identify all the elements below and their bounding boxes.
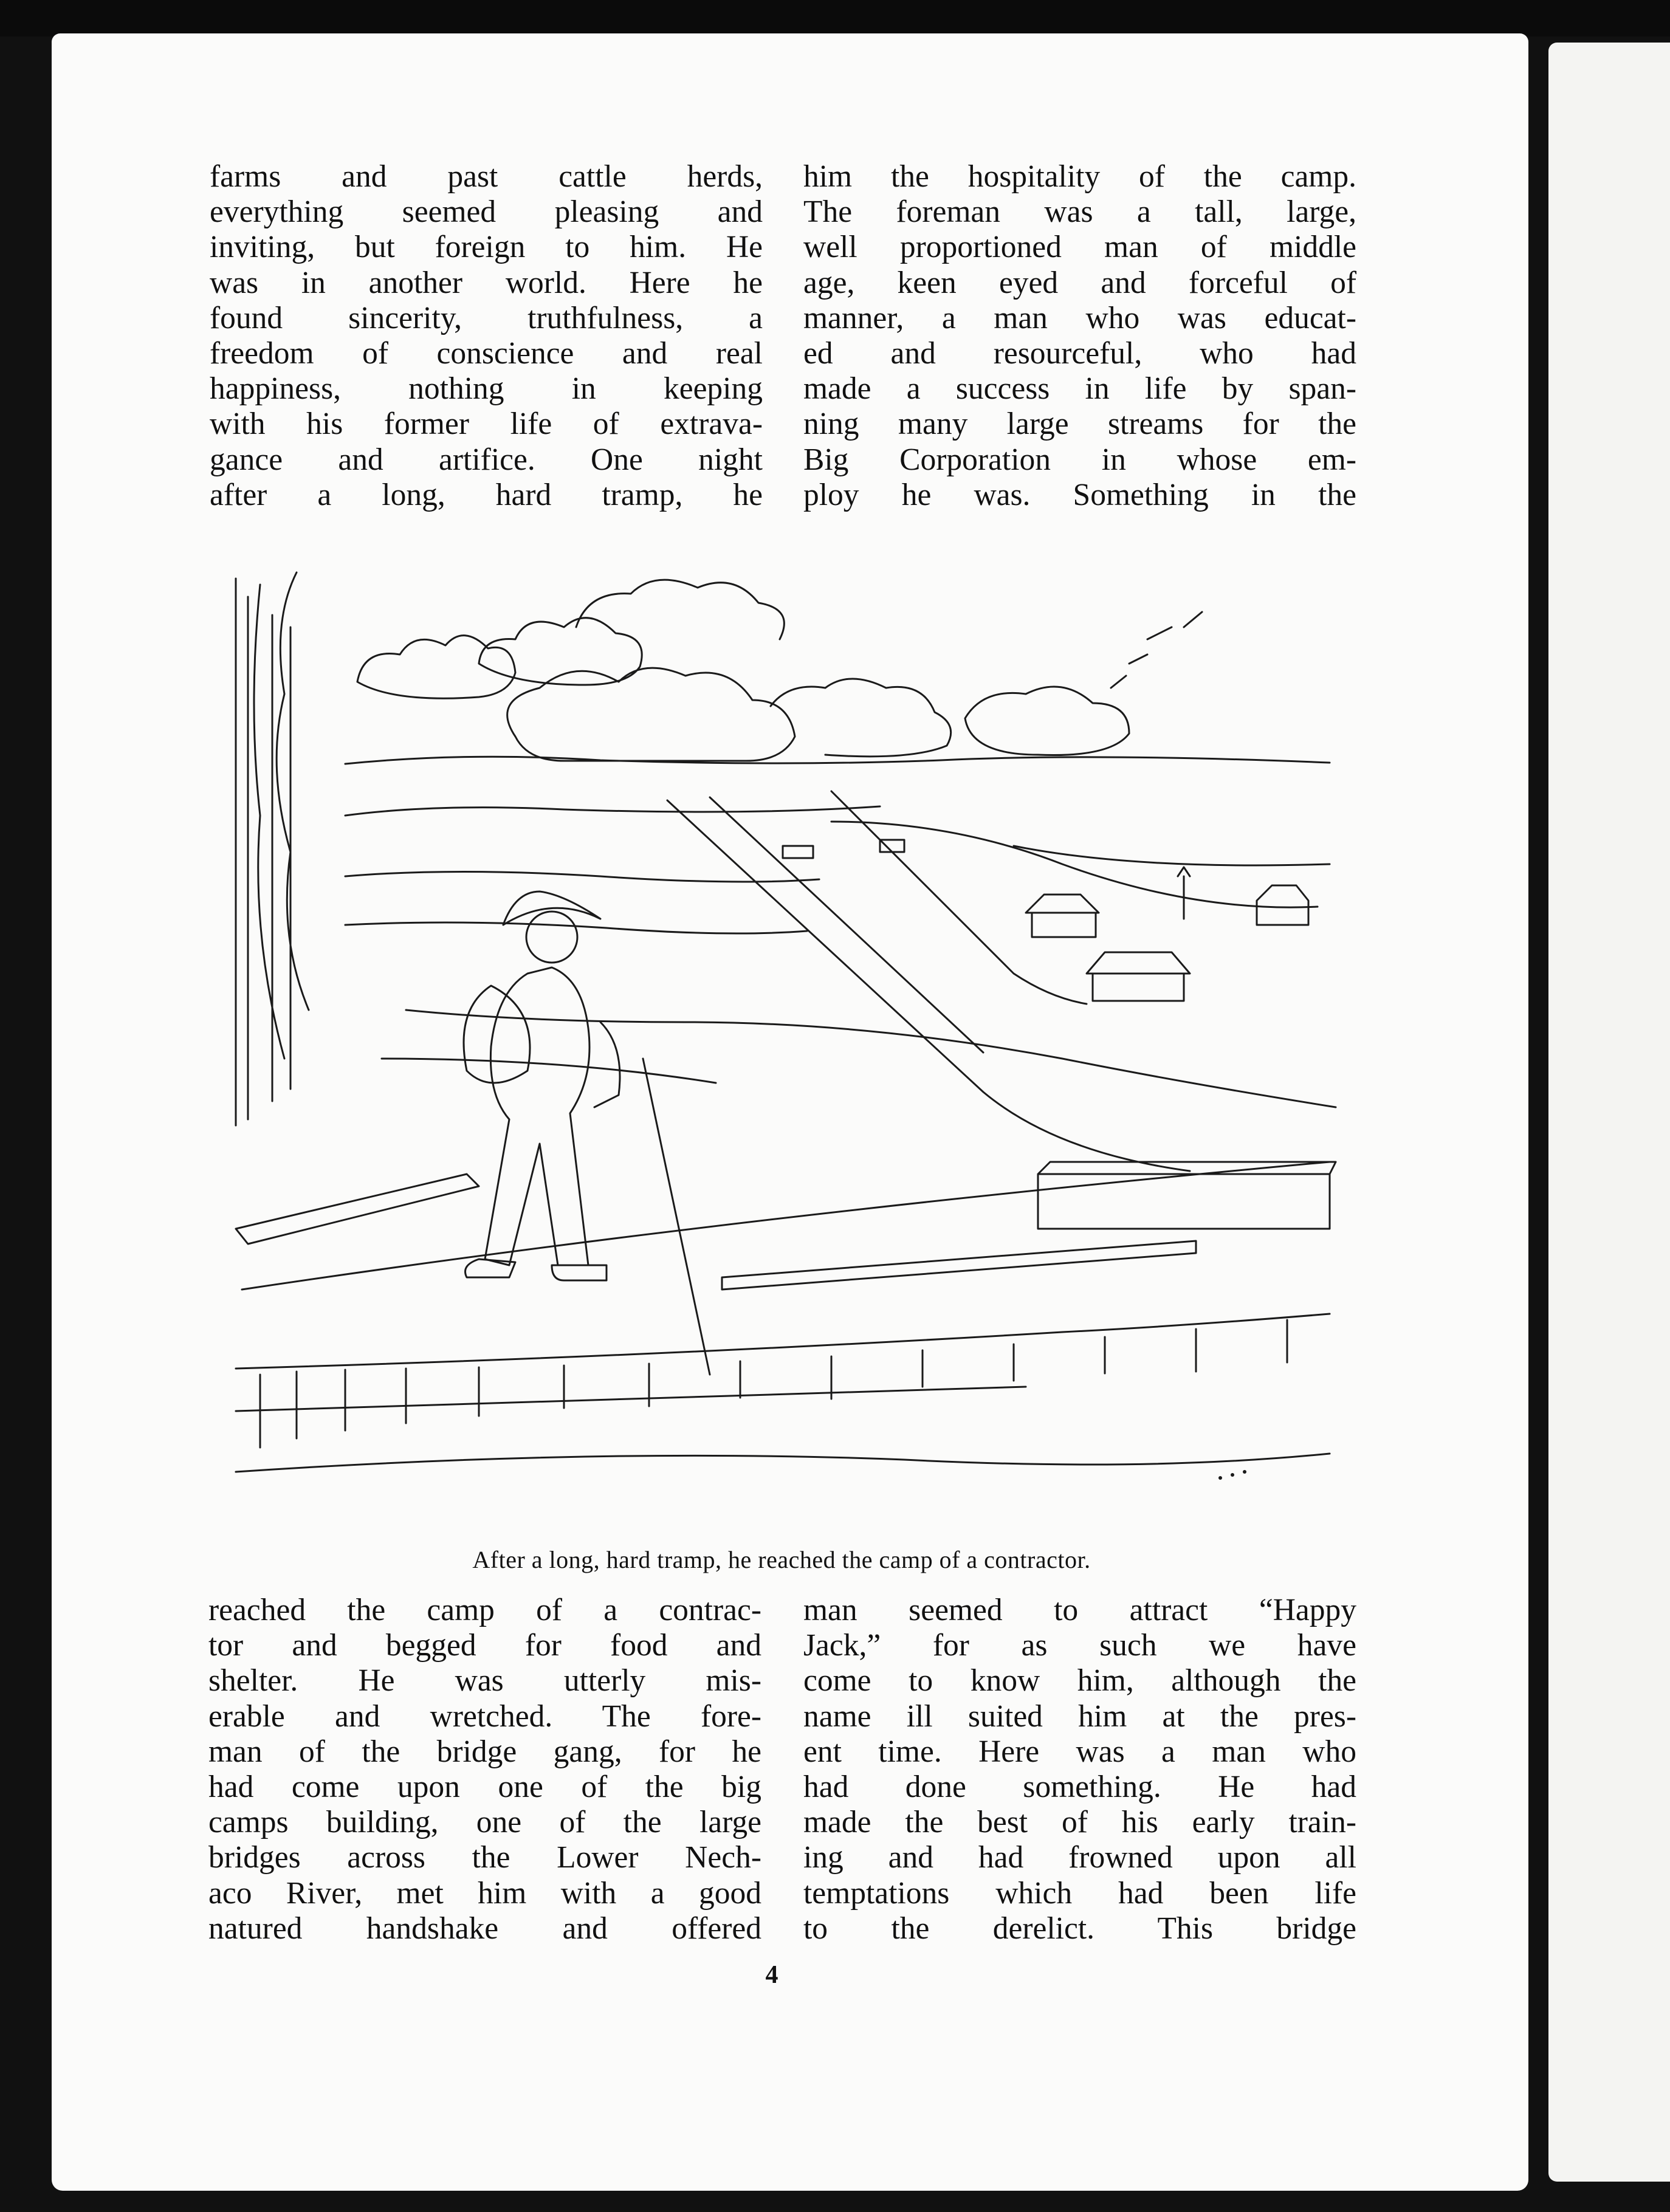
text-line: happiness, nothing in keeping bbox=[210, 371, 763, 407]
text-line: reached the camp of a contrac- bbox=[208, 1593, 761, 1627]
text-line: man seemed to attract “Happy bbox=[803, 1593, 1356, 1627]
text-line: manner, a man who was educat- bbox=[803, 300, 1356, 335]
text-line: bridges across the Lower Nech- bbox=[208, 1840, 761, 1875]
text-line: made the best of his early train- bbox=[803, 1805, 1356, 1840]
text-line: Jack,” for as such we have bbox=[803, 1628, 1356, 1663]
text-line: temptations which had been life bbox=[803, 1875, 1356, 1911]
page-number: 4 bbox=[765, 1961, 778, 1989]
text-line: had come upon one of the big bbox=[208, 1769, 761, 1804]
text-line: age, keen eyed and forceful of bbox=[803, 265, 1356, 300]
text-line: name ill suited him at the pres- bbox=[803, 1698, 1356, 1734]
text-column-bottom-right bbox=[803, 1593, 1356, 1946]
text-column-top-right bbox=[803, 159, 1356, 513]
illustration-man-at-bridge-camp bbox=[224, 560, 1339, 1519]
text-line: well proportioned man of middle bbox=[803, 230, 1356, 265]
text-line: come to know him, although the bbox=[803, 1663, 1356, 1698]
text-line: The foreman was a tall, large, bbox=[803, 194, 1356, 230]
text-line: made a success in life by span- bbox=[803, 371, 1356, 407]
text-line: ning many large streams for the bbox=[803, 407, 1356, 442]
text-line: found sincerity, truthfulness, a bbox=[210, 300, 763, 335]
text-line: farms and past cattle herds, bbox=[210, 159, 763, 194]
text-line: after a long, hard tramp, he bbox=[210, 477, 763, 512]
text-line: ent time. Here was a man who bbox=[803, 1734, 1356, 1769]
text-column-bottom-left bbox=[208, 1593, 761, 1946]
text-line: man of the bridge gang, for he bbox=[208, 1734, 761, 1769]
text-line: to the derelict. This bridge bbox=[803, 1911, 1356, 1946]
text-line: freedom of conscience and real bbox=[210, 335, 763, 371]
text-line: camps building, one of the large bbox=[208, 1805, 761, 1840]
text-line: ing and had frowned upon all bbox=[803, 1840, 1356, 1875]
text-line: inviting, but foreign to him. He bbox=[210, 230, 763, 265]
text-line: gance and artifice. One night bbox=[210, 442, 763, 477]
text-line: had done something. He had bbox=[803, 1769, 1356, 1804]
text-line: shelter. He was utterly mis- bbox=[208, 1663, 761, 1698]
adjacent-page-edge bbox=[1548, 43, 1670, 2182]
text-line: erable and wretched. The fore- bbox=[208, 1698, 761, 1734]
text-column-top-left bbox=[210, 159, 763, 513]
text-line: him the hospitality of the camp. bbox=[803, 159, 1356, 194]
illustration-drawing bbox=[224, 560, 1339, 1519]
scan-border-top bbox=[0, 0, 1670, 36]
text-line: ed and resourceful, who had bbox=[803, 335, 1356, 371]
text-line: everything seemed pleasing and bbox=[210, 194, 763, 230]
text-line: with his former life of extrava- bbox=[210, 407, 763, 442]
text-line: natured handshake and offered bbox=[208, 1911, 761, 1946]
text-line: ploy he was. Something in the bbox=[803, 477, 1356, 512]
text-line: was in another world. Here he bbox=[210, 265, 763, 300]
text-line: Big Corporation in whose em- bbox=[803, 442, 1356, 477]
figure-caption: After a long, hard tramp, he reached the camp of a contractor. bbox=[472, 1546, 1091, 1573]
text-line: tor and begged for food and bbox=[208, 1628, 761, 1663]
text-line: aco River, met him with a good bbox=[208, 1875, 761, 1911]
